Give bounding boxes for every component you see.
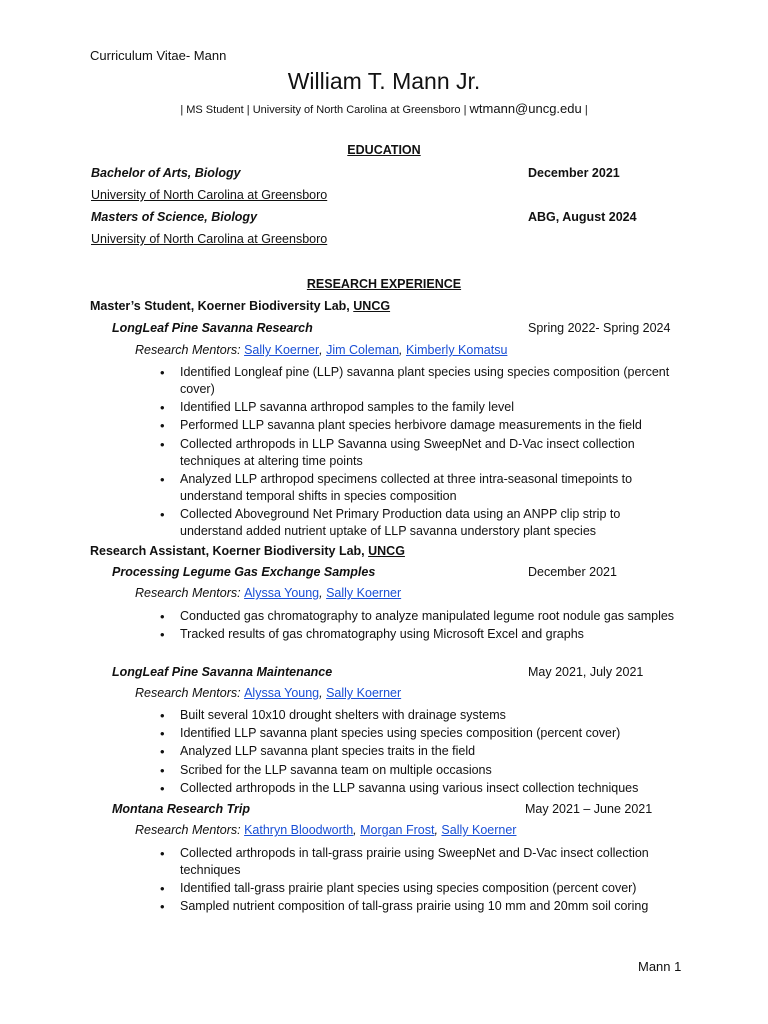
contact-suffix: | bbox=[584, 104, 588, 116]
role-title: Master’s Student, Koerner Biodiversity Lab, bbox=[90, 299, 354, 313]
list-item: • Analyzed LLP savanna plant species traits in the field bbox=[160, 743, 680, 760]
mentors-label: Research Mentors: bbox=[135, 586, 245, 600]
list-item: • Identified tall-grass prairie plant species using species composition (percent cover) bbox=[160, 880, 680, 897]
list-item: • Identified Longleaf pine (LLP) savanna plant species using species composition (percent cover) bbox=[160, 364, 680, 398]
mentor-link[interactable]: Sally Koerner bbox=[326, 686, 402, 700]
list-item: • Collected arthropods in LLP Savanna using SweepNet and D-Vac insect collection techniques at altering time points bbox=[160, 436, 680, 470]
list-item: • Collected arthropods in tall-grass prairie using SweepNet and D-Vac insect collection techniques bbox=[160, 845, 680, 879]
project-title: LongLeaf Pine Savanna Research bbox=[112, 321, 313, 335]
bullet-list bbox=[160, 364, 680, 541]
list-item: • Identified LLP savanna arthropod samples to the family level bbox=[160, 399, 680, 416]
project-title: LongLeaf Pine Savanna Maintenance bbox=[112, 665, 333, 679]
institution-name: University of North Carolina at Greensboro bbox=[91, 232, 328, 246]
bullet-list bbox=[160, 845, 680, 917]
degree-date: December 2021 bbox=[528, 166, 620, 180]
list-item: • Analyzed LLP arthropod specimens collected at three intra-seasonal timepoints to understand temporal shifts in species composition bbox=[160, 471, 680, 505]
candidate-name: William T. Mann Jr. bbox=[287, 68, 481, 94]
education-heading: EDUCATION bbox=[347, 143, 421, 157]
degree-title: Bachelor of Arts, Biology bbox=[91, 166, 241, 180]
mentors-label: Research Mentors: bbox=[135, 823, 245, 837]
project-date: May 2021, July 2021 bbox=[528, 665, 644, 679]
mentor-link[interactable]: Sally Koerner bbox=[244, 343, 320, 357]
mentors-label: Research Mentors: bbox=[135, 343, 245, 357]
running-head: Curriculum Vitae- Mann bbox=[90, 48, 227, 63]
degree-title: Masters of Science, Biology bbox=[91, 210, 258, 224]
mentor-link[interactable]: Kathryn Bloodworth bbox=[244, 823, 354, 837]
mentor-link[interactable]: Kimberly Komatsu bbox=[405, 343, 508, 357]
list-item: • Collected Aboveground Net Primary Production data using an ANPP clip strip to understand added nutrient uptake of LLP savanna understory plant species bbox=[160, 506, 680, 540]
role-org: UNCG bbox=[368, 544, 405, 558]
list-item: • Tracked results of gas chromatography using Microsoft Excel and graphs bbox=[160, 626, 680, 643]
contact-prefix: | MS Student | University of North Carolina at Greensboro | bbox=[180, 104, 467, 116]
bullet-list bbox=[160, 608, 680, 644]
mentors-label: Research Mentors: bbox=[135, 686, 245, 700]
mentor-link[interactable]: Sally Koerner bbox=[326, 586, 402, 600]
bullet-list bbox=[160, 707, 680, 798]
institution-name: University of North Carolina at Greensboro bbox=[91, 188, 328, 202]
project-date: May 2021 – June 2021 bbox=[525, 802, 653, 816]
project-date: Spring 2022- Spring 2024 bbox=[528, 321, 671, 335]
project-title: Montana Research Trip bbox=[112, 802, 251, 816]
list-item: • Scribed for the LLP savanna team on multiple occasions bbox=[160, 762, 680, 779]
page-number: Mann 1 bbox=[638, 959, 682, 974]
project-date: December 2021 bbox=[528, 565, 617, 579]
list-item: • Conducted gas chromatography to analyze manipulated legume root nodule gas samples bbox=[160, 608, 680, 625]
project-title: Processing Legume Gas Exchange Samples bbox=[112, 565, 376, 579]
email-text: wtmann@uncg.edu bbox=[469, 101, 582, 116]
research-heading: RESEARCH EXPERIENCE bbox=[306, 277, 462, 291]
mentor-link[interactable]: Sally Koerner bbox=[441, 823, 517, 837]
degree-date: ABG, August 2024 bbox=[528, 210, 637, 224]
mentor-link[interactable]: Morgan Frost bbox=[360, 823, 435, 837]
contact-line bbox=[0, 101, 768, 116]
list-item: • Identified LLP savanna plant species using species composition (percent cover) bbox=[160, 725, 680, 742]
role-org: UNCG bbox=[353, 299, 391, 313]
list-item: • Performed LLP savanna plant species herbivore damage measurements in the field bbox=[160, 417, 680, 434]
mentor-link[interactable]: Alyssa Young bbox=[244, 586, 320, 600]
mentor-link[interactable]: Alyssa Young bbox=[244, 686, 320, 700]
list-item: • Built several 10x10 drought shelters with drainage systems bbox=[160, 707, 680, 724]
role-title: Research Assistant, Koerner Biodiversity Lab, bbox=[90, 544, 369, 558]
cv-page: Curriculum Vitae- Mann William T. Mann Jr. | MS Student | University of North Carolina at Greensboro | wtmann@uncg.edu | EDUCATION Bachelor of Arts, Biology December 2021 University of North Carolina at Greensboro Masters of Science, Biology ABG, August 2024 University of North Carolina at Greensboro RESEARCH EXPERIENCE Master’s Student, Koerner Biodiversity Lab, UNCG LongLeaf Pine Savanna Research Spring 2022- Spring 2024 Research Mentors: Sally Koerner, Jim Coleman, Kimberly Komatsu • Identified Longleaf pine (LLP) savanna plant species using species composition (percent cover) • Identified LLP savanna arthropod samples to the family level • Performed LLP savanna plant species herbivore damage measurements in the field • Collected arthropods in LLP Savanna using SweepNet and D-Vac insect collection techniques at altering time points • Analyzed LLP arthropod specimens collected at three intra-seasonal timepoints to understand temporal shifts in species composition • Collected Aboveground Net Primary Production data using an ANPP clip strip to understand added nutrient uptake of LLP savanna understory plant species Research Assistant, Koerner Biodiversity Lab, UNCG Processing Legume Gas Exchange Samples December 2021 Research Mentors: Alyssa Young, Sally Koerner • Conducted gas chromatography to analyze manipulated legume root nodule gas samples • Tracked results of gas chromatography using Microsoft Excel and graphs LongLeaf Pine Savanna Maintenance May 2021, July 2021 Research Mentors: Alyssa Young, Sally Koerner • Built several 10x10 drought shelters with drainage systems • Identified LLP savanna plant species using species composition (percent cover) • Analyzed LLP savanna plant species traits in the field • Scribed for the LLP savanna team on multiple occasions • Collected arthropods in the LLP savanna using various insect collection techniques Montana Research Trip May 2021 – June 2021 Research Mentors: Kathryn Bloodworth, Morgan Frost, Sally Koerner • Collected arthropods in tall-grass prairie using SweepNet and D-Vac insect collection techniques • Identified tall-grass prairie plant species using species composition (percent cover) • Sampled nutrient composition of tall-grass prairie using 10 mm and 20mm soil coring Mann 1 bbox=[0, 0, 768, 1024]
list-item: • Collected arthropods in the LLP savanna using various insect collection techniques bbox=[160, 780, 680, 797]
mentor-link[interactable]: Jim Coleman bbox=[326, 343, 400, 357]
list-item: • Sampled nutrient composition of tall-grass prairie using 10 mm and 20mm soil coring bbox=[160, 898, 680, 915]
